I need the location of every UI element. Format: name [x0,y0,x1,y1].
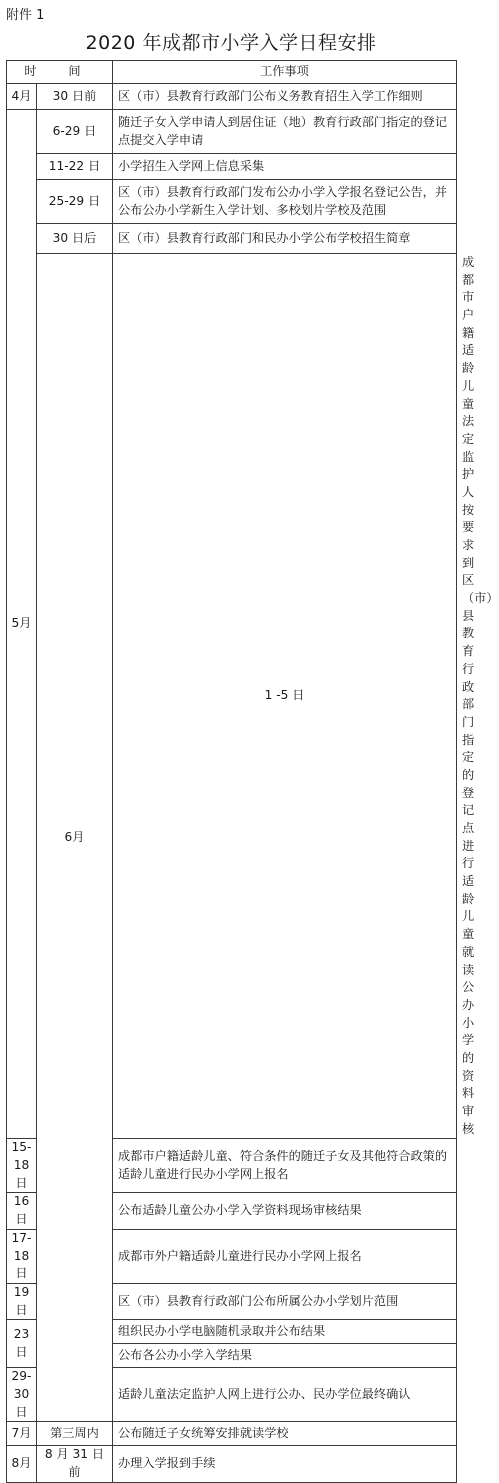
date-cell: 25-29 日 [37,180,113,224]
table-row [7,180,457,224]
month-cell-august: 8月 [7,1446,37,1482]
date-cell: 8 月 31 日前 [37,1446,113,1482]
date-cell: 16 日 [7,1193,37,1229]
task-cell: 区（市）县教育行政部门公布所属公办小学划片范围 [113,1283,457,1319]
date-cell: 19 日 [7,1283,37,1319]
header-work: 工作事项 [113,61,457,84]
table-header-row [7,61,457,84]
date-cell: 1 -5 日 [113,254,457,1139]
task-cell: 办理入学报到手续 [113,1446,457,1482]
task-cell: 区（市）县教育行政部门发布公办小学入学报名登记公告，并公布公办小学新生入学计划、多校划片学校及范围 [113,180,457,224]
date-cell: 17-18 日 [7,1229,37,1283]
month-cell-june: 6月 [37,254,113,1422]
table-row [7,224,457,254]
task-cell: 组织民办小学电脑随机录取并公布结果 [113,1320,457,1344]
task-cell: 区（市）县教育行政部门公布义务教育招生入学工作细则 [113,84,457,110]
table-row [7,110,457,154]
date-cell: 23 日 [7,1320,37,1368]
table-row [7,154,457,180]
schedule-table [6,60,499,1483]
task-cell: 公布各公办小学入学结果 [113,1344,457,1368]
table-row [7,1446,457,1482]
task-cell: 适龄儿童法定监护人网上进行公办、民办学位最终确认 [113,1368,457,1422]
table-row [7,84,457,110]
date-cell: 15-18 日 [7,1139,37,1193]
page-title: 2020 年成都市小学入学日程安排 [85,32,377,54]
date-cell: 6-29 日 [37,110,113,154]
date-cell: 30 日前 [37,84,113,110]
month-cell-july: 7月 [7,1422,37,1446]
task-cell: 区（市）县教育行政部门和民办小学公布学校招生简章 [113,224,457,254]
table-row: 6月 1 -5 日 成都市户籍适龄儿童法定监护人按要求到区（市）县教育行政部门指定的登记点进行适龄儿童就读公办小学的资料审核 [7,254,457,1139]
date-cell: 30 日后 [37,224,113,254]
header-time: 时 间 [7,61,113,84]
table-row [7,1422,457,1446]
attachment-label: 附件 1 [6,8,45,23]
month-cell-may: 5月 [7,110,37,1139]
date-cell: 第三周内 [37,1422,113,1446]
task-cell: 随迁子女入学申请人到居住证（地）教育行政部门指定的登记点提交入学申请 [113,110,457,154]
task-cell: 成都市户籍适龄儿童、符合条件的随迁子女及其他符合政策的适龄儿童进行民办小学网上报名 [113,1139,457,1193]
date-cell: 11-22 日 [37,154,113,180]
date-cell: 29-30 日 [7,1368,37,1422]
task-cell: 公布适龄儿童公办小学入学资料现场审核结果 [113,1193,457,1229]
task-cell: 小学招生入学网上信息采集 [113,154,457,180]
month-cell-april: 4月 [7,84,37,110]
task-cell: 成都市外户籍适龄儿童进行民办小学网上报名 [113,1229,457,1283]
task-cell: 公布随迁子女统筹安排就读学校 [113,1422,457,1446]
